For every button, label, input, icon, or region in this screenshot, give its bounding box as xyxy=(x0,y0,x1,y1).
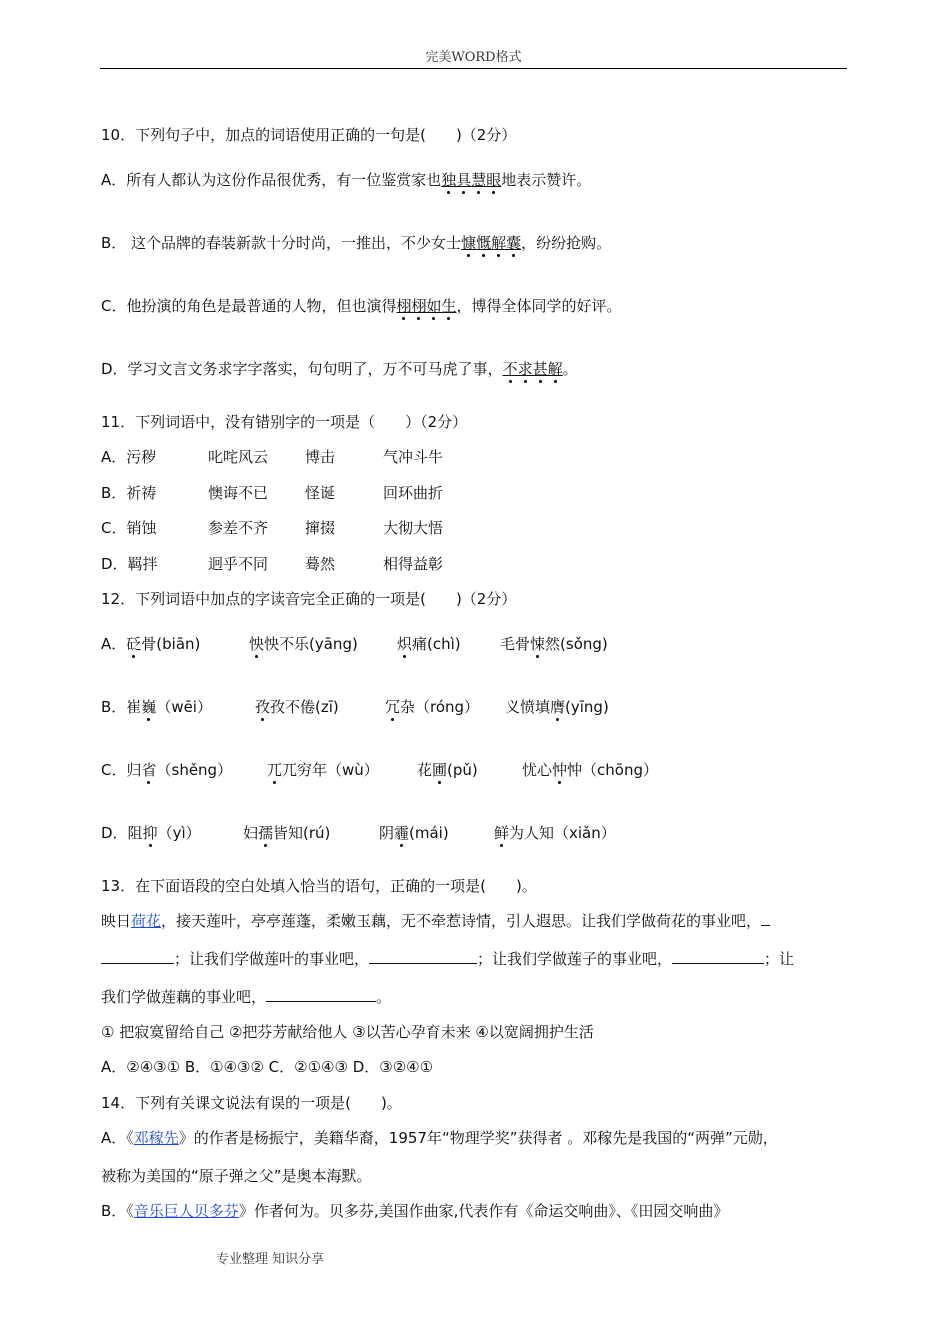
q11-row-b: B．祈祷 懊诲不已 怪诞 回环曲折 xyxy=(101,484,444,502)
q14-option-a-line2: 被称为美国的“原子弹之父”是奥本海默。 xyxy=(101,1167,372,1185)
q10-option-d: D．学习文言文务求字字落实，句句明了，万不可马虎了事，不求甚解。 xyxy=(101,358,578,379)
q13-stem: 13．在下面语段的空白处填入恰当的语句，正确的一项是( )。 xyxy=(101,877,537,895)
page-footer xyxy=(216,1248,324,1267)
q14-stem: 14．下列有关课文说法有误的一项是( )。 xyxy=(101,1094,402,1112)
q10-c-dotted-word: 栩栩如生 xyxy=(396,297,456,321)
page-header xyxy=(100,46,847,69)
deng-jiaxian-link[interactable]: 邓稼先 xyxy=(133,1129,179,1147)
beethoven-link[interactable]: 音乐巨人贝多芬 xyxy=(133,1202,239,1220)
q10-option-c: C．他扮演的角色是最普通的人物，但也演得栩栩如生，博得全体同学的好评。 xyxy=(101,295,622,316)
q13-blank-3 xyxy=(672,949,764,964)
q13-blank-2 xyxy=(369,949,477,964)
q12-option-b: B．崔巍（wēi） 孜孜不倦(zī) 冗杂（róng） 义愤填膺(yīng) xyxy=(101,696,609,717)
q13-passage-line2: ；让我们学做莲叶的事业吧， ；让我们学做莲子的事业吧， ；让 xyxy=(101,948,794,969)
q13-items: ① 把寂寞留给自己 ②把芬芳献给他人 ③以苦心孕育未来 ④以宽阔拥护生活 xyxy=(101,1023,594,1041)
q14-option-b: B．《音乐巨人贝多芬》作者何为。贝多芬,美国作曲家,代表作有《命运交响曲》、《田园交响曲》 xyxy=(101,1202,729,1220)
q11-row-a: A．污秽 叱咤风云 博击 气冲斗牛 xyxy=(101,448,444,466)
q13-passage-line3: 我们学做莲藕的事业吧， 。 xyxy=(101,988,392,1006)
q13-blank-4 xyxy=(266,987,376,1002)
q10-option-b: B． 这个品牌的春装新款十分时尚，一推出，不少女士慷慨解囊，纷纷抢购。 xyxy=(101,232,611,253)
q10-option-a: A．所有人都认为这份作品很优秀，有一位鉴赏家也独具慧眼地表示赞许。 xyxy=(101,169,591,190)
q13-passage-line1: 映日荷花，接天莲叶，亭亭莲蓬，柔嫩玉藕，无不牵惹诗情，引人遐思。让我们学做荷花的事业吧， xyxy=(101,910,770,931)
q10-b-dotted-word: 慷慨解囊 xyxy=(461,234,521,258)
lotus-link[interactable]: 荷花 xyxy=(131,912,162,930)
footer-text: 专业整理 知识分享 xyxy=(216,1252,325,1267)
q12-option-d: D．阻抑（yì） 妇孺皆知(rú) 阴霾(mái) 鲜为人知（xiǎn） xyxy=(101,822,616,843)
q12-stem: 12．下列词语中加点的字读音完全正确的一项是( )（2分） xyxy=(101,590,517,608)
q11-row-c: C．销蚀 参差不齐 撺掇 大彻大悟 xyxy=(101,519,444,537)
q13-blank-1b xyxy=(101,949,174,964)
q12-option-c: C．归省（shěng） 兀兀穷年（wù） 花圃(pǔ) 忧心忡忡（chōng） xyxy=(101,759,658,780)
q13-options: A．②④③① B．①④③② C．②①④③ D．③②④① xyxy=(101,1058,434,1076)
q12-option-a: A．砭骨(biān) 怏怏不乐(yāng) 炽痛(chì) 毛骨悚然(sǒng) xyxy=(101,633,608,654)
q11-stem: 11．下列词语中，没有错别字的一项是（ ）（2分） xyxy=(101,413,468,431)
q10-d-dotted-word: 不求甚解 xyxy=(503,360,563,384)
header-title: 完美WORD格式 xyxy=(425,50,522,65)
q11-row-d: D．羁拌 迥乎不同 蓦然 相得益彰 xyxy=(101,555,444,573)
q13-blank-1a xyxy=(761,911,770,926)
q14-option-a: A．《邓稼先》的作者是杨振宁，美籍华裔，1957年“物理学奖”获得者 。邓稼先是我国的“两弹”元勋， xyxy=(101,1129,778,1147)
q10-stem: 10．下列句子中，加点的词语使用正确的一句是( )（2分） xyxy=(101,126,517,144)
q10-a-dotted-word: 独具慧眼 xyxy=(441,171,501,195)
